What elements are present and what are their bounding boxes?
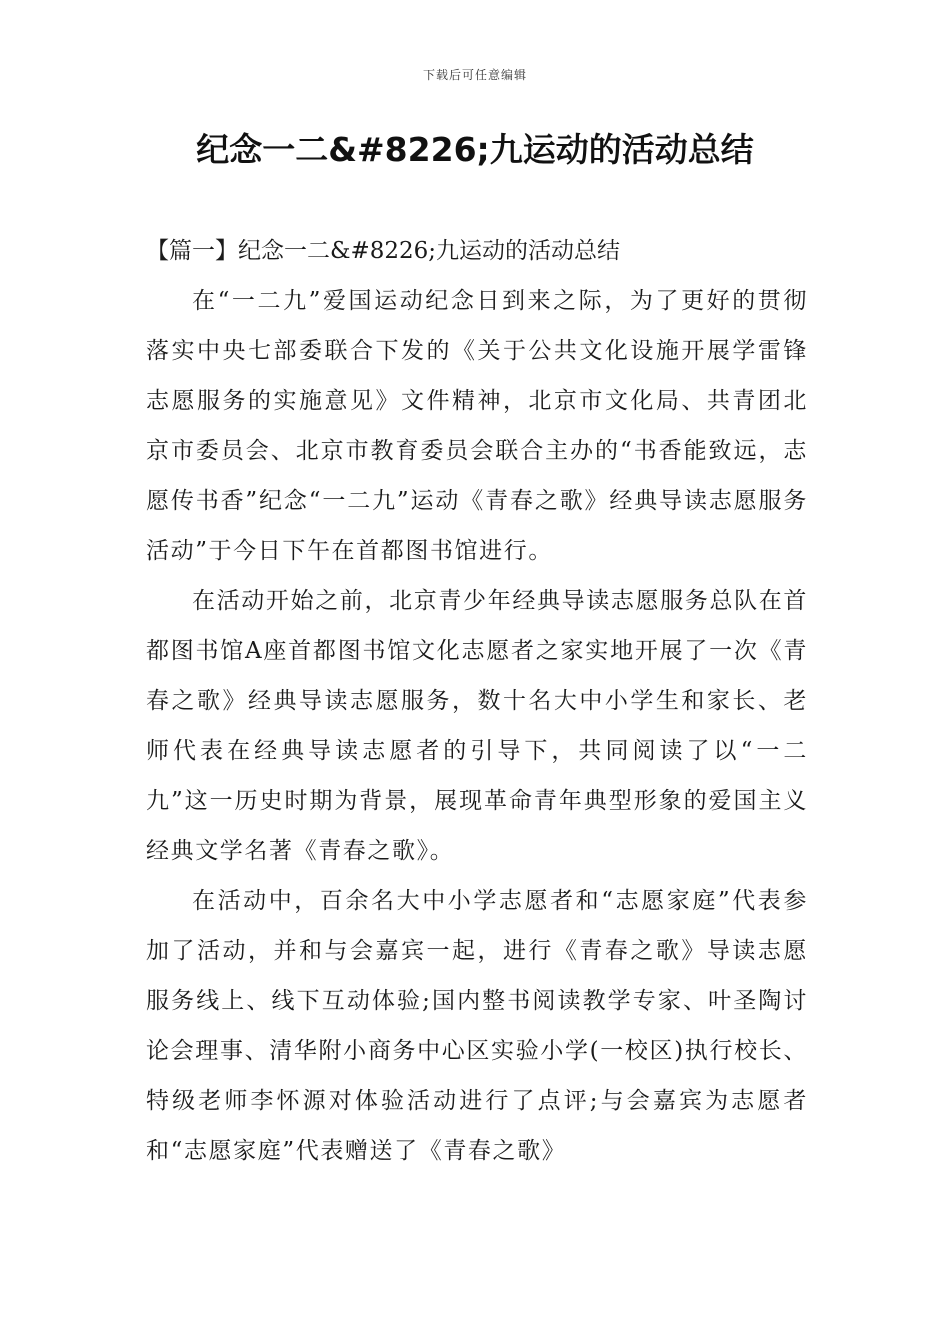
document-title: 纪念一二&#8226;九运动的活动总结 <box>196 130 754 169</box>
header-note: 下载后可任意编辑 <box>422 68 527 82</box>
paragraph-2: 在活动开始之前，北京青少年经典导读志愿服务总队在首都图书馆A座首都图书馆文化志愿者之家实地开展了一次《青春之歌》经典导读志愿服务，数十名大中小学生和家长、老师代表在经典导读志愿者的引导下，共同阅读了以“一二九”这一历史时期为背景，展现革命青年典型形象的爱国主义经典文学名著《青春之歌》。 <box>146 588 808 864</box>
document-body <box>146 226 808 1176</box>
section-heading: 【篇一】纪念一二&#8226;九运动的活动总结 <box>146 238 621 264</box>
paragraph-3: 在活动中，百余名大中小学志愿者和“志愿家庭”代表参加了活动，并和与会嘉宾一起，进行《青春之歌》导读志愿服务线上、线下互动体验;国内整书阅读教学专家、叶圣陶讨论会理事、清华附小商务中心区实验小学(一校区)执行校长、特级老师李怀源对体验活动进行了点评;与会嘉宾为志愿者和“志愿家庭”代表赠送了《青春之歌》 <box>146 888 808 1164</box>
paragraph-1: 在“一二九”爱国运动纪念日到来之际，为了更好的贯彻落实中央七部委联合下发的《关于公共文化设施开展学雷锋志愿服务的实施意见》文件精神，北京市文化局、共青团北京市委员会、北京市教育委员会联合主办的“书香能致远，志愿传书香”纪念“一二九”运动《青春之歌》经典导读志愿服务活动”于今日下午在首都图书馆进行。 <box>146 288 808 564</box>
